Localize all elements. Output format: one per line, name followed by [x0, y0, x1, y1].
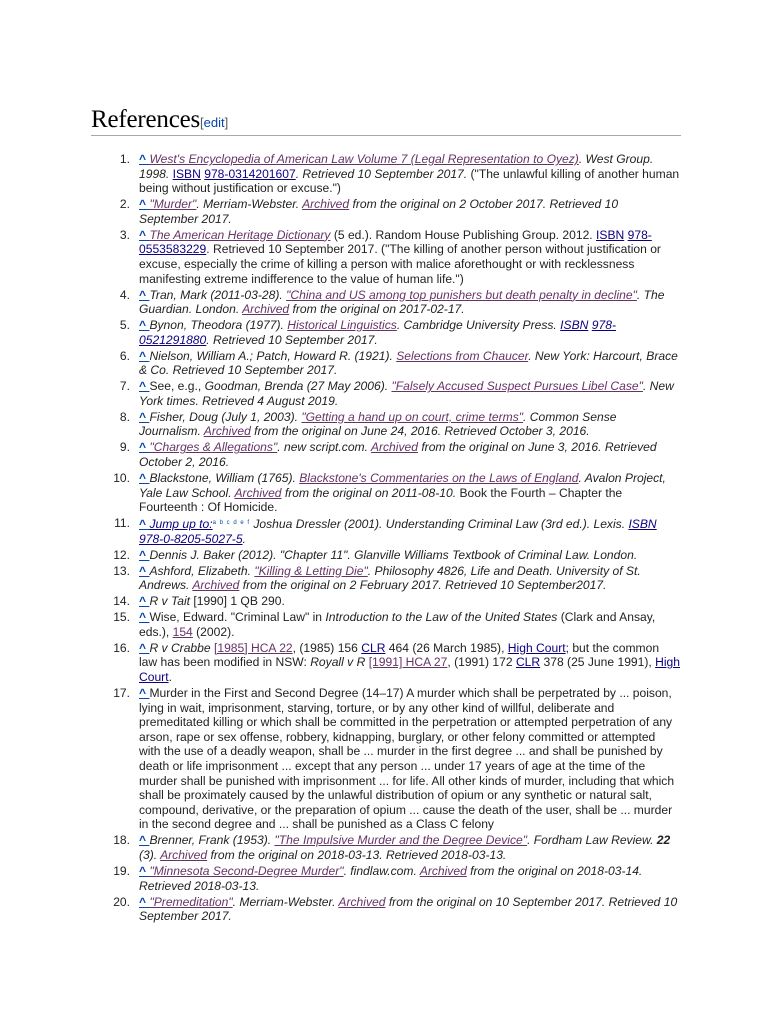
reference-text: . Merriam-Webster.	[232, 894, 339, 909]
edit-section	[200, 115, 228, 130]
reference-link[interactable]: "China and US among top punishers but death penalty in decline"	[286, 287, 637, 302]
reference-text: (5 ed.). Random House Publishing Group. 2012.	[330, 227, 597, 242]
backlink-caret[interactable]: ^	[139, 686, 150, 701]
reference-text: Joshua Dressler (2001). Understanding Criminal Law (3rd ed.). Lexis.	[250, 517, 629, 532]
reference-text: Goodman, Brenda (27 May 2006).	[204, 379, 392, 394]
backlink-caret[interactable]: ^	[139, 379, 150, 394]
reference-number: 17.	[113, 686, 130, 701]
reference-link[interactable]: "Minnesota Second-Degree Murder"	[149, 863, 344, 878]
reference-text: . West Group. 1998.	[139, 152, 654, 181]
backlink-caret[interactable]: ^	[139, 563, 150, 578]
reference-text: Royall v R	[310, 655, 366, 670]
section-heading	[91, 106, 681, 136]
reference-number: 2.	[119, 197, 130, 212]
reference-text: . findlaw.com.	[343, 863, 420, 878]
backlink-caret[interactable]: ^	[139, 594, 150, 609]
reference-number: 7.	[119, 379, 130, 394]
reference-item	[0, 610, 768, 639]
reference-item	[0, 548, 768, 563]
reference-text: from the original on 2 February 2017. Retrieved 10 September2017.	[239, 578, 607, 593]
reference-text: Introduction to the Law of the United States	[325, 610, 558, 625]
reference-link[interactable]: [1985] HCA 22	[213, 640, 293, 655]
reference-text: Ashford, Elizabeth.	[149, 563, 255, 578]
reference-item	[0, 410, 768, 439]
reference-link[interactable]: Archived	[203, 424, 251, 439]
reference-text: 464 (26 March 1985),	[385, 640, 508, 655]
reference-item	[0, 288, 768, 317]
reference-text: ("The unlawful killing of another human being without justification or excuse.")	[139, 166, 680, 196]
reference-link[interactable]: Archived	[160, 847, 208, 862]
reference-link[interactable]: ISBN	[560, 318, 589, 333]
reference-item	[0, 379, 768, 408]
reference-link[interactable]: Jump up to:	[149, 517, 213, 532]
reference-link[interactable]: High Court	[507, 640, 566, 655]
reference-text: Dennis J. Baker (2012). "Chapter 11". Glanville Williams Textbook of Criminal Law. London.	[149, 547, 638, 562]
backlink-caret[interactable]: ^	[139, 640, 150, 655]
reference-item	[0, 349, 768, 378]
reference-text: .	[168, 670, 172, 685]
reference-link[interactable]: 978-0521291880	[139, 318, 616, 347]
reference-text: Blackstone, William (1765).	[149, 470, 300, 485]
reference-text: from the original on 2017-02-17.	[289, 302, 465, 317]
reference-item	[0, 516, 768, 546]
reference-text: Nielson, William A.; Patch, Howard R. (1921).	[149, 348, 397, 363]
backlink-caret[interactable]: ^	[139, 547, 150, 562]
reference-text: . Avalon Project, Yale Law School.	[139, 470, 666, 500]
reference-link[interactable]: High Court	[139, 655, 680, 685]
backlink-caret[interactable]: ^	[139, 833, 150, 848]
backlink-caret[interactable]: ^	[139, 318, 150, 333]
reference-text: . Fordham Law Review.	[527, 833, 657, 848]
backlink-caret[interactable]: ^	[139, 894, 150, 909]
reference-link[interactable]: [1991] HCA 27	[368, 655, 448, 670]
reference-text: Bynon, Theodora (1977).	[149, 318, 288, 333]
reference-link[interactable]: "Premeditation"	[149, 894, 233, 909]
reference-link[interactable]: Archived	[338, 894, 386, 909]
reference-link[interactable]: The American Heritage Dictionary	[149, 227, 331, 242]
reference-text: . new script.com.	[277, 440, 371, 455]
reference-text: ; but the common law has been modified in NSW:	[139, 640, 660, 670]
reference-item	[0, 471, 768, 515]
reference-text: Tran, Mark (2011-03-28).	[149, 287, 287, 302]
reference-text: 22	[656, 833, 671, 848]
backlink-caret[interactable]: ^	[139, 409, 150, 424]
reference-text: Murder in the First and Second Degree (14–17) A murder which shall be perpetrated by ... poison, lying in wait, imprisonment, starving, torture, or by any other kind of willful, deliberate and premeditated killing or which shall be committed in the perpetration or attempted perpetration of any arson, rape or sex offense, robbery, kidnapping, burglary, or other felony committed or attempted with the use of a deadly weapon, shall be ... murder in the first degree ... and shall be punished by death or life imprisonment ... except that any person ... under 17 years of age at the time of the murder shall be punished with imprisonment ... for life. All other kinds of murder, including that which shall be proximately caused by the unlawful distribution of opium or any synthetic or natural salt, compound, derivative, or the preparation of opium ... cause the death of the user, shall be ... murder in the second degree and ... shall be punished as a Class C felony	[139, 686, 675, 832]
reference-text: from the original on 2011-08-10.	[281, 485, 457, 500]
reference-number: 11.	[114, 516, 130, 531]
reference-link[interactable]: ISBN	[172, 166, 201, 181]
reference-item	[0, 152, 768, 196]
reference-text: . Retrieved 10 September 2017. ("The killing of another person without justification or excuse, especially the crime of killing a person with malice aforethought or with recklessness manifesting extreme indifference to the value of human life.")	[139, 242, 661, 286]
reference-text: . Philosophy 4826, Life and Death. University of St. Andrews.	[139, 563, 641, 593]
reference-text: Brenner, Frank (1953).	[149, 833, 275, 848]
reference-link[interactable]: "Charges & Allegations"	[149, 440, 278, 455]
reference-text: Wise, Edward. "Criminal Law" in	[149, 610, 326, 625]
reference-text: . New York times. Retrieved 4 August 2019.	[139, 379, 674, 408]
reference-link[interactable]: "Falsely Accused Suspect Pursues Libel Case"	[391, 379, 643, 394]
reference-link[interactable]: West's Encyclopedia of American Law Volume 7 (Legal Representation to Oyez)	[149, 152, 579, 166]
reference-number: 16.	[113, 640, 130, 655]
reference-text: , (1985) 156	[292, 640, 362, 655]
reference-text: . New York: Harcourt, Brace & Co. Retrieved 10 September 2017.	[139, 348, 678, 378]
backlink-caret[interactable]: ^	[139, 470, 150, 485]
reference-text: 378 (25 June 1991),	[540, 655, 656, 670]
backlink-caret[interactable]: ^	[139, 863, 150, 878]
reference-link[interactable]: Archived	[370, 440, 418, 455]
reference-text: . Retrieved 10 September 2017.	[206, 332, 378, 347]
reference-number: 13.	[113, 563, 130, 578]
reference-item	[0, 895, 768, 924]
reference-text: from the original on 10 September 2017. Retrieved 10 September 2017.	[139, 894, 678, 924]
backlink-letters[interactable]: a b c d e f	[212, 520, 250, 527]
reference-number: 3.	[119, 227, 130, 242]
edit-link[interactable]: edit	[203, 115, 225, 130]
backlink-caret[interactable]: ^	[139, 152, 150, 166]
reference-text: . The Guardian. London.	[139, 287, 665, 317]
reference-number: 4.	[119, 287, 130, 302]
reference-item	[0, 686, 768, 832]
reference-number: 14.	[113, 594, 130, 609]
reference-link[interactable]: Historical Linguistics	[287, 318, 397, 333]
reference-item	[0, 594, 768, 609]
reference-link[interactable]: Blackstone's Commentaries on the Laws of England	[299, 470, 579, 485]
reference-number: 10.	[113, 470, 130, 485]
reference-link[interactable]: CLR	[515, 655, 541, 670]
reference-link[interactable]: Archived	[302, 197, 350, 212]
reference-text: (2002).	[192, 624, 235, 639]
reference-link[interactable]: Archived	[192, 578, 240, 593]
reference-text: Fisher, Doug (July 1, 2003).	[149, 409, 302, 424]
reference-text: R v Tait	[149, 594, 190, 609]
reference-item	[0, 318, 768, 347]
reference-number: 1.	[119, 152, 130, 166]
reference-text: . Common Sense Journalism.	[139, 409, 617, 439]
reference-item	[0, 833, 768, 862]
section-title: References	[91, 106, 201, 133]
reference-text: from the original on June 3, 2016. Retrieved October 2, 2016.	[139, 440, 657, 469]
reference-item	[0, 864, 768, 893]
backlink-caret[interactable]: ^	[139, 197, 150, 212]
reference-item	[0, 197, 768, 226]
reference-link[interactable]: Archived	[419, 863, 467, 878]
reference-item	[0, 564, 768, 593]
reference-link[interactable]: ISBN	[596, 227, 625, 242]
reference-number: 8.	[119, 409, 130, 424]
reference-link[interactable]: "The Impulsive Murder and the Degree Device"	[274, 833, 528, 848]
reference-link[interactable]: "Killing & Letting Die"	[254, 563, 368, 578]
reference-number: 19.	[113, 863, 130, 878]
reference-link[interactable]: 978-0553583229	[139, 227, 652, 257]
backlink-caret[interactable]: ^	[139, 517, 150, 532]
reference-number: 5.	[119, 318, 130, 333]
reference-item	[0, 641, 768, 685]
reference-text: from the original on 2018-03-14. Retrieved 2018-03-13.	[139, 863, 643, 893]
reference-link[interactable]: 154	[172, 624, 193, 639]
reference-text: [1990] 1 QB 290.	[190, 594, 285, 609]
reference-number: 18.	[113, 833, 130, 848]
reference-text: R v Crabbe	[149, 640, 211, 655]
backlink-caret[interactable]: ^	[139, 610, 150, 625]
reference-link[interactable]: "Getting a hand up on court, crime terms"	[301, 409, 524, 424]
reference-number: 12.	[113, 547, 130, 562]
reference-list	[0, 152, 768, 925]
reference-item	[0, 440, 768, 469]
reference-text: (Clark and Ansay, eds.),	[139, 610, 656, 639]
reference-text: .	[242, 531, 246, 546]
backlink-caret[interactable]: ^	[139, 348, 150, 363]
reference-text: from the original on June 24, 2016. Retrieved October 3, 2016.	[250, 424, 590, 439]
reference-link[interactable]: Archived	[234, 485, 282, 500]
reference-text: from the original on 2 October 2017. Retrieved 10 September 2017.	[139, 197, 619, 226]
reference-link[interactable]: 978-0314201607	[204, 166, 296, 181]
reference-text: . Retrieved 10 September 2017.	[295, 166, 471, 181]
reference-number: 15.	[113, 610, 130, 625]
reference-link[interactable]: "Murder"	[149, 197, 197, 212]
reference-number: 9.	[119, 440, 130, 455]
reference-link[interactable]: CLR	[361, 640, 386, 655]
backlink-caret[interactable]: ^	[139, 440, 150, 455]
reference-text: . Cambridge University Press.	[396, 318, 561, 333]
backlink-caret[interactable]: ^	[139, 227, 150, 242]
reference-number: 6.	[119, 348, 130, 363]
reference-link[interactable]: Selections from Chaucer	[396, 348, 529, 363]
reference-text: , (1991) 172	[447, 655, 516, 670]
reference-link[interactable]: ISBN	[628, 517, 657, 532]
reference-text: See, e.g.,	[149, 379, 205, 394]
reference-text: . Merriam-Webster.	[196, 197, 303, 212]
reference-text: (3).	[139, 847, 161, 862]
reference-text: Book the Fourth – Chapter the Fourteenth : Of Homicide.	[139, 485, 623, 515]
edit-close-bracket: ]	[224, 115, 229, 130]
reference-item	[0, 228, 768, 286]
edit-open-bracket: [	[200, 115, 204, 130]
reference-number: 20.	[113, 894, 130, 909]
reference-link[interactable]: 978-0-8205-5027-5	[139, 531, 243, 546]
reference-text: from the original on 2018-03-13. Retrieved 2018-03-13.	[207, 847, 507, 862]
reference-link[interactable]: Archived	[242, 302, 290, 317]
backlink-caret[interactable]: ^	[139, 287, 150, 302]
